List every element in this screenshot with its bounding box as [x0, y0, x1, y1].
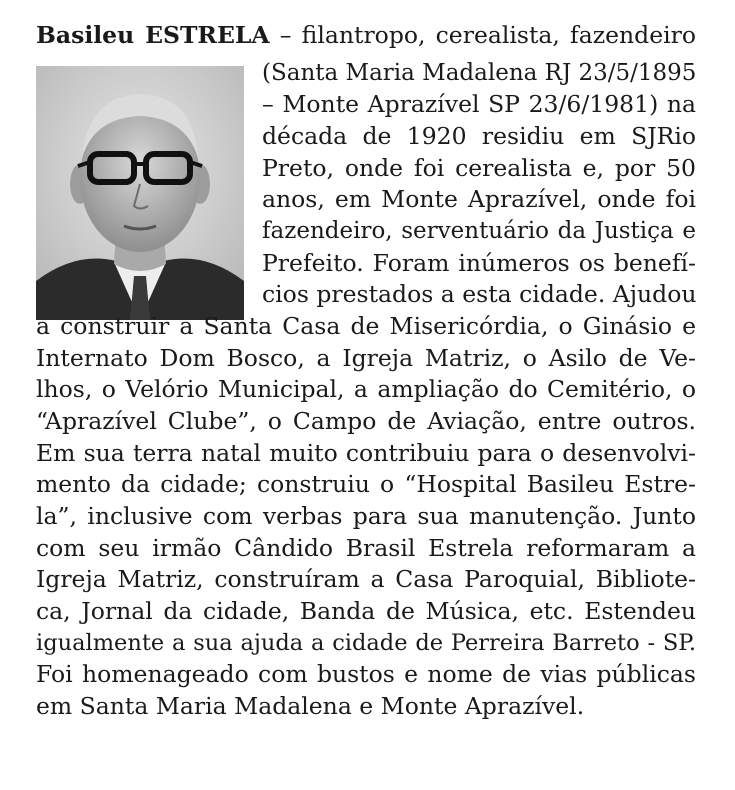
text-line-3: – Monte Aprazível SP 23/6/1981) na: [262, 90, 696, 118]
line-text: – filantropo, cerealista, fazendeiro: [269, 21, 696, 49]
text-line-5: Preto, onde foi cerealista e, por 50: [262, 154, 696, 182]
text-line-14: Em sua terra natal muito contribuiu para o desenvolvi-: [36, 439, 696, 467]
text-line-6: anos, em Monte Aprazível, onde foi: [262, 185, 696, 213]
portrait-photo: [36, 66, 244, 320]
text-line-11: Internato Dom Bosco, a Igreja Matriz, o Asilo de Ve-: [36, 344, 696, 372]
text-line-15: mento da cidade; construiu o “Hospital Basileu Estre-: [36, 470, 696, 498]
text-line-16: la”, inclusive com verbas para sua manutenção. Junto: [36, 502, 696, 530]
text-line-12: lhos, o Velório Municipal, a ampliação do Cemitério, o: [36, 375, 696, 403]
text-line-17: com seu irmão Cândido Brasil Estrela reformaram a: [36, 534, 696, 562]
text-line-21: Foi homenageado com bustos e nome de vias públicas: [36, 660, 696, 688]
text-line-9: cios prestados a esta cidade. Ajudou: [262, 280, 697, 308]
text-line-4: década de 1920 residiu em SJRio: [262, 122, 696, 150]
text-line-1: [36, 20, 696, 50]
text-line-22: em Santa Maria Madalena e Monte Aprazível.: [36, 692, 585, 720]
entry-name: Basileu ESTRELA: [36, 21, 270, 49]
text-line-8: Prefeito. Foram inúmeros os benefí-: [262, 249, 696, 277]
text-line-2: (Santa Maria Madalena RJ 23/5/1895: [262, 60, 697, 86]
text-line-13: “Aprazível Clube”, o Campo de Aviação, entre outros.: [36, 407, 696, 435]
text-line-7: fazendeiro, serventuário da Justiça e: [262, 218, 696, 244]
text-line-19: ca, Jornal da cidade, Banda de Música, etc. Estendeu: [36, 597, 696, 625]
text-line-18: Igreja Matriz, construíram a Casa Paroquial, Bibliote-: [36, 565, 696, 593]
text-line-10: a construir a Santa Casa de Misericórdia, o Ginásio e: [36, 312, 696, 340]
text-line-20: igualmente a sua ajuda a cidade de Perreira Barreto - SP.: [36, 630, 696, 656]
